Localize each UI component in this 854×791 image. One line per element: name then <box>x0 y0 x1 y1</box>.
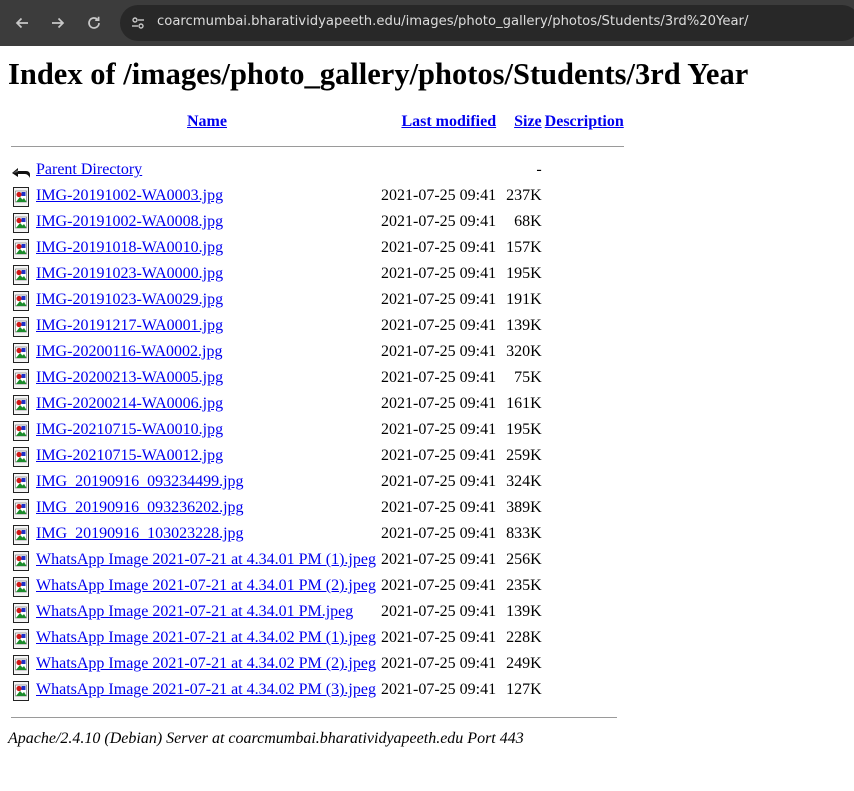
image-file-icon <box>11 472 31 494</box>
table-row <box>11 469 624 495</box>
file-link[interactable]: IMG-20191018-WA0010.jpg <box>36 239 224 256</box>
image-file-icon <box>11 290 31 312</box>
file-modified: 2021-07-25 09:41 <box>381 525 497 542</box>
file-size: 191K <box>506 291 542 308</box>
tune-icon <box>130 15 146 31</box>
image-file-icon <box>11 420 31 442</box>
file-size: 68K <box>514 213 542 230</box>
header-divider <box>11 146 624 147</box>
arrow-right-icon <box>50 15 66 31</box>
file-size: 157K <box>506 239 542 256</box>
file-link[interactable]: WhatsApp Image 2021-07-21 at 4.34.01 PM.jpeg <box>36 603 354 620</box>
icon-header <box>11 109 33 135</box>
page-title: Index of /images/photo_gallery/photos/Students/3rd Year <box>8 57 749 91</box>
file-modified: 2021-07-25 09:41 <box>381 447 497 464</box>
file-link[interactable]: IMG_20190916_093236202.jpg <box>36 499 244 516</box>
description-header <box>545 109 624 135</box>
file-link[interactable]: IMG-20191002-WA0003.jpg <box>36 187 224 204</box>
image-file-icon <box>11 680 31 702</box>
file-modified: 2021-07-25 09:41 <box>381 369 497 386</box>
file-link[interactable]: IMG-20191023-WA0000.jpg <box>36 265 224 282</box>
file-size: 256K <box>506 551 542 568</box>
forward-button[interactable] <box>46 11 70 35</box>
arrow-left-icon <box>14 15 30 31</box>
directory-listing-page <box>8 46 854 747</box>
address-bar[interactable] <box>120 5 854 41</box>
table-row <box>11 495 624 521</box>
image-file-icon <box>11 238 31 260</box>
table-row <box>11 625 624 651</box>
url-text[interactable]: coarcmumbai.bharatividyapeeth.edu/images/photo_gallery/photos/Students/3rd%20Year/ <box>157 14 749 29</box>
file-size: 389K <box>506 499 542 516</box>
sort-by-modified-link[interactable]: Last modified <box>401 113 497 130</box>
table-row <box>11 547 624 573</box>
file-modified: 2021-07-25 09:41 <box>381 681 497 698</box>
file-link[interactable]: IMG-20191002-WA0008.jpg <box>36 213 224 230</box>
file-modified: 2021-07-25 09:41 <box>381 343 497 360</box>
image-file-icon <box>11 342 31 364</box>
file-size: 833K <box>506 525 542 542</box>
table-row <box>11 365 624 391</box>
back-button[interactable] <box>10 11 34 35</box>
file-description <box>545 339 624 365</box>
file-link[interactable]: WhatsApp Image 2021-07-21 at 4.34.02 PM (3).jpeg <box>36 681 376 698</box>
image-file-icon <box>11 550 31 572</box>
table-row <box>11 417 624 443</box>
table-row <box>11 339 624 365</box>
image-file-icon <box>11 186 31 208</box>
image-file-icon <box>11 498 31 520</box>
file-size: 195K <box>506 421 542 438</box>
file-link[interactable]: IMG_20190916_093234499.jpg <box>36 473 244 490</box>
image-file-icon <box>11 446 31 468</box>
header-row <box>11 109 624 135</box>
last-modified-header <box>381 109 496 135</box>
file-description <box>545 365 624 391</box>
file-modified: 2021-07-25 09:41 <box>381 499 497 516</box>
file-description <box>545 547 624 573</box>
sort-by-size-link[interactable]: Size <box>514 113 542 130</box>
image-file-icon <box>11 212 31 234</box>
file-link[interactable]: IMG-20200116-WA0002.jpg <box>36 343 223 360</box>
parent-directory-row <box>11 157 624 183</box>
file-table <box>8 109 627 703</box>
file-link[interactable]: WhatsApp Image 2021-07-21 at 4.34.01 PM (1).jpeg <box>36 551 376 568</box>
file-size: 195K <box>506 265 542 282</box>
file-modified: 2021-07-25 09:41 <box>381 655 497 672</box>
table-row <box>11 521 624 547</box>
file-size: 228K <box>506 629 542 646</box>
file-link[interactable]: IMG-20200213-WA0005.jpg <box>36 369 224 386</box>
table-row <box>11 235 624 261</box>
file-description <box>545 469 624 495</box>
table-row <box>11 313 624 339</box>
image-file-icon <box>11 654 31 676</box>
image-file-icon <box>11 316 31 338</box>
file-link[interactable]: WhatsApp Image 2021-07-21 at 4.34.02 PM (1).jpeg <box>36 629 376 646</box>
file-modified: 2021-07-25 09:41 <box>381 603 497 620</box>
file-description <box>545 209 624 235</box>
file-description <box>545 261 624 287</box>
table-row <box>11 183 624 209</box>
image-file-icon <box>11 576 31 598</box>
file-modified: 2021-07-25 09:41 <box>381 213 497 230</box>
file-modified: 2021-07-25 09:41 <box>381 551 497 568</box>
file-modified: 2021-07-25 09:41 <box>381 187 497 204</box>
file-size: 127K <box>506 681 542 698</box>
file-link[interactable]: WhatsApp Image 2021-07-21 at 4.34.02 PM (2).jpeg <box>36 655 376 672</box>
table-row <box>11 677 624 703</box>
file-size: 249K <box>506 655 542 672</box>
file-size: 139K <box>506 603 542 620</box>
reload-button[interactable] <box>82 11 106 35</box>
image-file-icon <box>11 524 31 546</box>
file-modified: 2021-07-25 09:41 <box>381 291 497 308</box>
table-row <box>11 209 624 235</box>
file-modified: 2021-07-25 09:41 <box>381 421 497 438</box>
file-modified: 2021-07-25 09:41 <box>381 629 497 646</box>
file-modified: 2021-07-25 09:41 <box>381 577 497 594</box>
file-size: 235K <box>506 577 542 594</box>
table-row <box>11 287 624 313</box>
file-description <box>545 599 624 625</box>
image-file-icon <box>11 394 31 416</box>
file-description <box>545 417 624 443</box>
file-description <box>545 651 624 677</box>
file-link[interactable]: IMG-20210715-WA0010.jpg <box>36 421 224 438</box>
file-link[interactable]: IMG-20210715-WA0012.jpg <box>36 447 224 464</box>
file-link[interactable]: IMG-20191217-WA0001.jpg <box>36 317 224 334</box>
server-signature: Apache/2.4.10 (Debian) Server at coarcmumbai.bharatividyapeeth.edu Port 443 <box>8 730 524 747</box>
file-description <box>545 677 624 703</box>
table-row <box>11 599 624 625</box>
file-link[interactable]: IMG-20191023-WA0029.jpg <box>36 291 224 308</box>
site-info-button[interactable] <box>128 13 148 33</box>
file-modified: 2021-07-25 09:41 <box>381 473 497 490</box>
image-file-icon <box>11 628 31 650</box>
file-link[interactable]: WhatsApp Image 2021-07-21 at 4.34.01 PM (2).jpeg <box>36 577 376 594</box>
parent-size: - <box>536 161 542 178</box>
file-description <box>545 287 624 313</box>
table-row <box>11 391 624 417</box>
image-file-icon <box>11 264 31 286</box>
footer-divider <box>11 717 617 718</box>
file-description <box>545 573 624 599</box>
sort-by-description-link[interactable]: Description <box>544 113 624 130</box>
file-description <box>545 495 624 521</box>
file-description <box>545 313 624 339</box>
file-size: 320K <box>506 343 542 360</box>
image-file-icon <box>11 602 31 624</box>
table-row <box>11 443 624 469</box>
file-size: 259K <box>506 447 542 464</box>
name-header <box>36 109 378 135</box>
parent-directory-link[interactable]: Parent Directory <box>36 161 143 178</box>
file-size: 161K <box>506 395 542 412</box>
table-row <box>11 261 624 287</box>
file-description <box>545 183 624 209</box>
file-size: 237K <box>506 187 542 204</box>
size-header <box>499 109 542 135</box>
file-link[interactable]: IMG_20190916_103023228.jpg <box>36 525 244 542</box>
file-size: 139K <box>506 317 542 334</box>
file-modified: 2021-07-25 09:41 <box>381 265 497 282</box>
file-modified: 2021-07-25 09:41 <box>381 395 497 412</box>
browser-toolbar <box>0 0 854 46</box>
file-modified: 2021-07-25 09:41 <box>381 239 497 256</box>
image-file-icon <box>11 368 31 390</box>
sort-by-name-link[interactable]: Name <box>187 113 227 130</box>
header-divider-row <box>11 135 624 157</box>
file-description <box>545 235 624 261</box>
file-description <box>545 521 624 547</box>
back-arrow-icon <box>11 161 31 181</box>
file-modified: 2021-07-25 09:41 <box>381 317 497 334</box>
file-link[interactable]: IMG-20200214-WA0006.jpg <box>36 395 224 412</box>
file-description <box>545 625 624 651</box>
table-row <box>11 573 624 599</box>
file-size: 324K <box>506 473 542 490</box>
reload-icon <box>86 15 102 31</box>
file-description <box>545 391 624 417</box>
table-row <box>11 651 624 677</box>
file-description <box>545 443 624 469</box>
file-size: 75K <box>514 369 542 386</box>
